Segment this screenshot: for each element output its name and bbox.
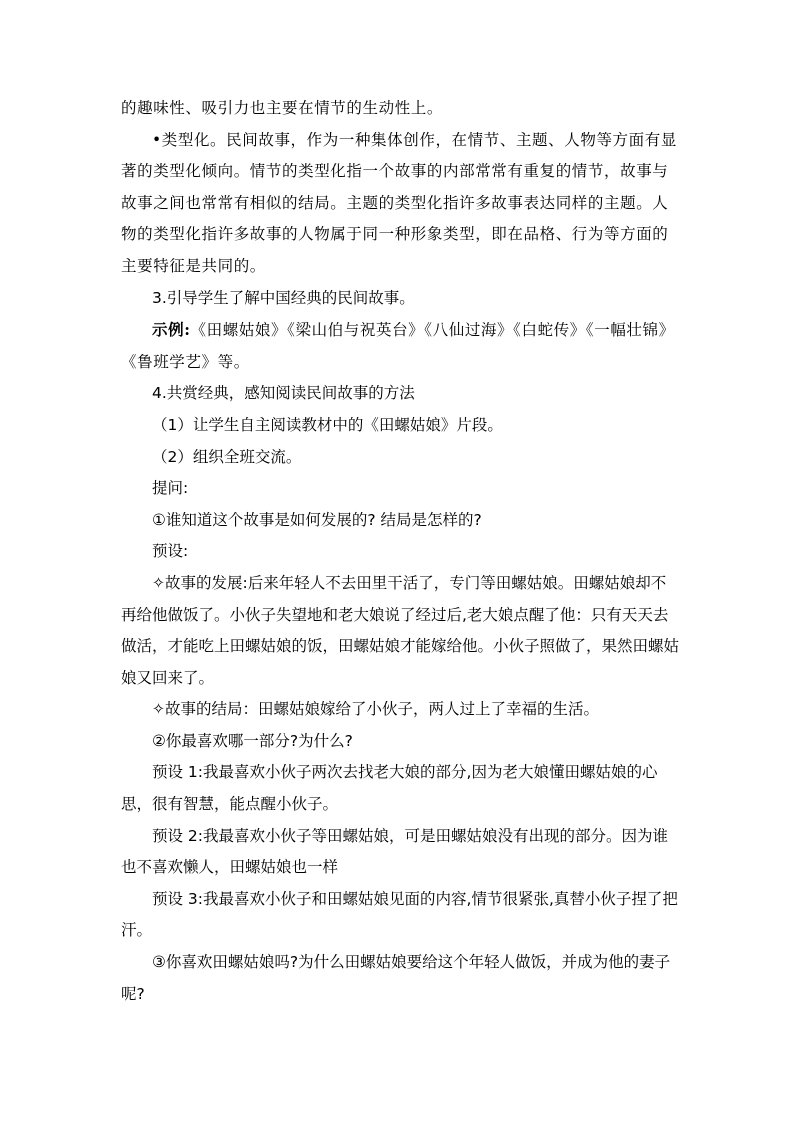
question-2: ②你最喜欢哪一部分?为什么? (152, 731, 353, 750)
preset-2: 预设 2:我最喜欢小伙子等田螺姑娘，可是田螺姑娘没有出现的部分。因为谁也不喜欢懒人，田螺姑娘也一样 (121, 826, 669, 877)
preset-label: 预设: (152, 542, 189, 561)
preset-3: 预设 3:我最喜欢小伙子和田螺姑娘见面的内容,情节很紧张,真替小伙子捏了把汗。 (121, 889, 678, 940)
step-3-heading: 3.引导学生了解中国经典的民间故事。 (152, 288, 415, 307)
story-ending: ✧故事的结局：田螺姑娘嫁给了小伙子，两人过上了幸福的生活。 (152, 700, 599, 719)
paragraph-typology: •类型化。民间故事，作为一种集体创作，在情节、主题、人物等方面有显著的类型化倾向。情节的类型化指一个故事的内部常常有重复的情节，故事与故事之间也常常有相似的结局。主题的类型化指许多故事表达同样的主题。人物的类型化指许多故事的人物属于同一种形象类型，即在品格、行为等方面的主要特征是共同的。 (121, 130, 677, 275)
question-3: ③你喜欢田螺姑娘吗?为什么田螺姑娘要给这个年轻人做饭，并成为他的妻子呢? (121, 953, 671, 1003)
step-4-heading: 4.共赏经典，感知阅读民间故事的方法 (152, 384, 415, 403)
preset-1: 预设 1:我最喜欢小伙子两次去找老大娘的部分,因为老大娘懂田螺姑娘的心思，很有智慧，能点醒小伙子。 (121, 763, 658, 814)
story-development: ✧故事的发展:后来年轻人不去田里干活了，专门等田螺姑娘。田螺姑娘却不再给他做饭了。小伙子失望地和老大娘说了经过后,老大娘点醒了他：只有天天去做活，才能吃上田螺姑娘的饭，田螺姑娘才能嫁给他。小伙子照做了，果然田螺姑娘又回来了。 (121, 573, 680, 687)
example-label: 示例: (152, 320, 191, 340)
sub-step-1: （1）让学生自主阅读教材中的《田螺姑娘》片段。 (152, 415, 503, 434)
question-label: 提问: (152, 479, 189, 498)
example-paragraph (121, 314, 681, 378)
document-body (121, 93, 681, 1010)
question-1: ①谁知道这个故事是如何发展的? 结局是怎样的? (152, 510, 482, 529)
example-text: 《田螺姑娘》《梁山伯与祝英台》《八仙过海》《白蛇传》《一幅壮锦》《鲁班学艺》等。 (121, 321, 675, 371)
sub-step-2: （2）组织全班交流。 (152, 447, 302, 466)
paragraph-continuation: 的趣味性、吸引力也主要在情节的生动性上。 (121, 99, 444, 117)
